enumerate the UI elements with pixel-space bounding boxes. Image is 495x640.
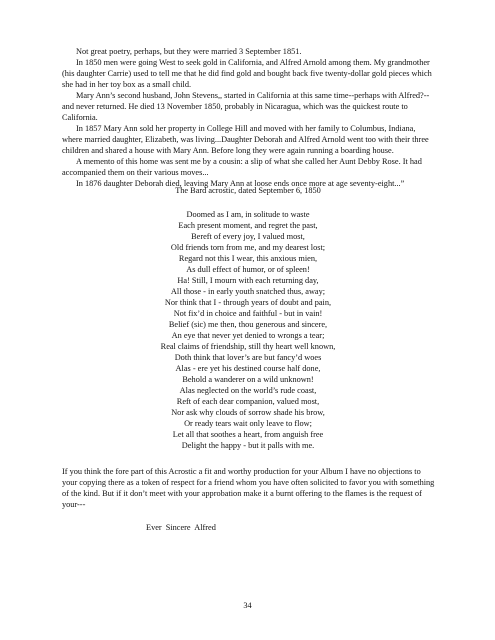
poem-line: Doomed as I am, in solitude to waste (186, 210, 310, 219)
poem-line: Real claims of friendship, still thy heart well known, (160, 342, 336, 351)
poem-line: Regard not this I wear, this anxious mien, (178, 254, 318, 263)
poem-line: Behold a wanderer on a wild unknown! (182, 375, 314, 384)
paragraph-john-stevens: Mary Ann’s second husband, John Stevens,, started in California at this same time--perhaps with Alfred?--and never returned. He died 13 November 1850, probably in Nicaragua, which was the quickest route to California. (62, 91, 430, 122)
poem-line: Alas neglected on the world’s rude coast, (179, 386, 317, 395)
closing-paragraph: If you think the fore part of this Acrostic a fit and worthy production for your Album I have no objections to your copying there as a token of respect for a friend whom you have often solicited to favor you with something of the kind. But if it don’t meet with your approbation make it a burnt offering to the flames is the request of your--- (62, 467, 435, 509)
poem-line: An eye that never yet denied to wrongs a tear; (171, 331, 325, 340)
poem-line: All those - in early youth snatched thus, away; (170, 287, 326, 296)
page-number: 34 (243, 601, 252, 610)
paragraph-gold-rush: In 1850 men were going West to seek gold in California, and Alfred Arnold among them. My grandmother (his daughter Carrie) used to tell me that he did find gold and bought back five twenty-dollar gold pieces which she had in her toy box as a small child. (62, 58, 432, 89)
signature: Ever Sincere Alfred (146, 523, 216, 532)
poem-line: Doth think that lover’s are but fancy’d woes (174, 353, 322, 362)
poem-line: Nor ask why clouds of sorrow shade his brow, (171, 408, 325, 417)
prose-section (62, 46, 434, 189)
poem-line: Reft of each dear companion, valued most, (176, 397, 320, 406)
poem-line: Nor think that I - through years of doubt and pain, (164, 298, 332, 307)
acrostic-caption: The Bard acrostic, dated September 6, 1850 (175, 186, 321, 195)
poem-line: Delight the happy - but it palls with me. (181, 441, 315, 450)
acrostic-poem (62, 209, 434, 451)
poem-line: Let all that soothes a heart, from anguish free (172, 430, 324, 439)
poem-line: As dull effect of humor, or of spleen! (186, 265, 310, 274)
poem-line: Not fix’d in choice and faithful - but in vain! (173, 309, 323, 318)
poem-line: Belief (sic) me then, thou generous and sincere, (168, 320, 328, 329)
poem-line: Ha! Still, I mourn with each returning day, (177, 276, 319, 285)
poem-line: Old friends torn from me, and my dearest lost; (170, 243, 326, 252)
poem-line: Or ready tears wait only leave to flow; (184, 419, 312, 428)
poem-line: Bereft of every joy, I valued most, (191, 232, 305, 241)
paragraph-deborah-died: In 1876 daughter Deborah died, leaving Mary Ann at loose ends once more at age seventy-eight...” (76, 179, 405, 188)
paragraph-columbus: In 1857 Mary Ann sold her property in College Hill and moved with her family to Columbus, Indiana, where married daughter, Elizabeth, was living...Daughter Deborah and Alfred Arnold went too with their three children and shared a house with Mary Ann. Before long they were again running a boarding house. (62, 124, 429, 155)
paragraph-married: Not great poetry, perhaps, but they were married 3 September 1851. (76, 47, 302, 56)
poem-line: Alas - ere yet his destined course half done, (175, 364, 321, 373)
paragraph-memento: A memento of this home was sent me by a cousin: a slip of what she called her Aunt Debby Rose. It had accompanied them on their various moves... (62, 157, 422, 177)
poem-line: Each present moment, and regret the past, (178, 221, 318, 230)
